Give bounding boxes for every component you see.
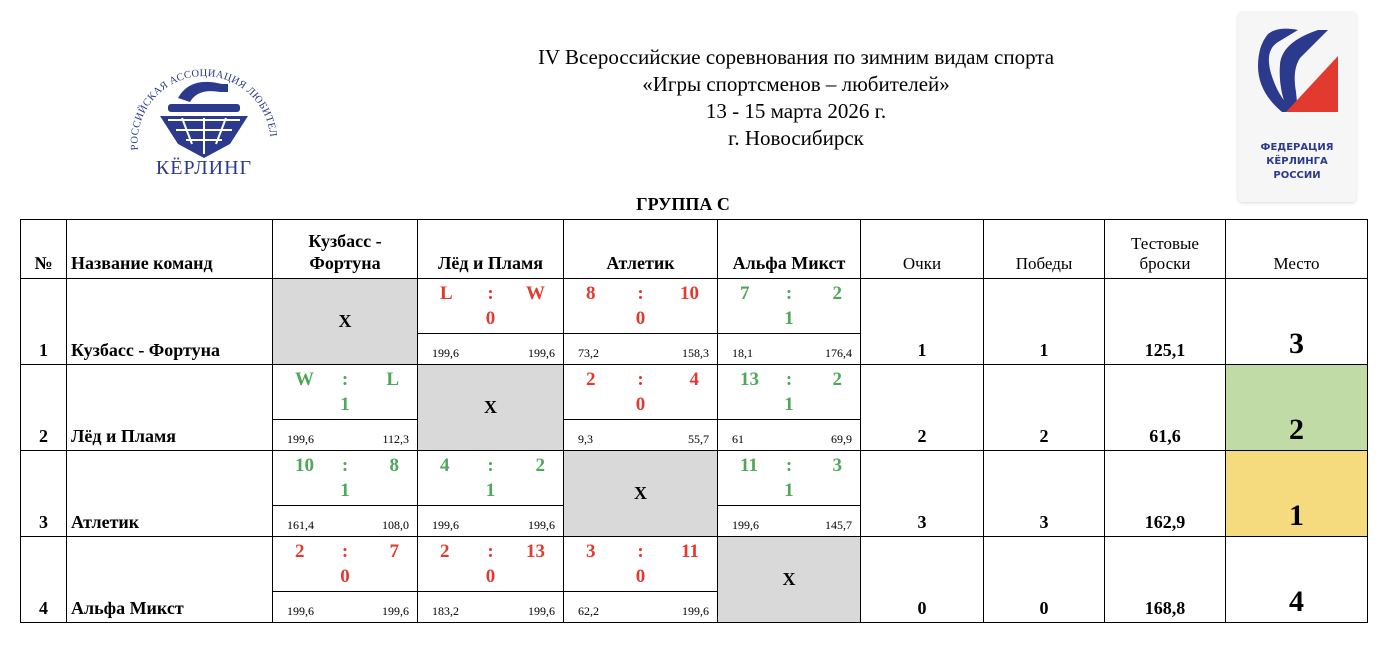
table-row [21,537,1368,623]
svg-text:РОССИИ: РОССИИ [1273,170,1321,181]
place-value: 4 [1226,537,1368,623]
col-team4: Альфа Микст [718,220,861,279]
row-number: 2 [21,365,67,451]
match-points: 1 [340,394,350,415]
match-result-cell [718,365,861,451]
match-score [564,279,717,334]
test-throw-opponent: 55,7 [688,432,709,446]
score-separator: : [785,369,793,390]
points-value: 1 [861,279,984,365]
event-subtitle: «Игры спортсменов – любителей» [642,72,950,96]
place-value: 2 [1226,365,1368,451]
test-throw-own: 73,2 [578,346,599,360]
match-points: 0 [635,566,646,587]
group-title: ГРУППА С [636,194,730,214]
match-result-cell [718,451,861,537]
test-throw-opponent: 199,6 [528,604,555,618]
results-table [20,219,1368,623]
match-points: 1 [340,480,350,501]
score-opponent: 4 [689,369,699,390]
table-row [21,279,1368,365]
test-throw-own: 9,3 [578,432,593,446]
score-own: 2 [586,369,596,390]
test-throw-opponent: 199,6 [528,518,555,532]
col-test: Тестовые броски [1105,220,1226,279]
score-own: 13 [740,369,759,390]
test-throws [273,592,417,622]
test-throws [273,506,417,536]
score-opponent: L [386,369,399,390]
test-throw-opponent: 158,3 [682,346,709,360]
row-number: 1 [21,279,67,365]
wins-value: 1 [984,279,1105,365]
score-opponent: 3 [832,455,842,476]
test-throws [418,592,563,622]
test-throw-own: 199,6 [432,518,459,532]
match-points: 0 [485,308,496,329]
test-throw-own: 61 [732,432,744,446]
test-throws [273,420,417,450]
test-throws [564,334,717,364]
match-score [273,365,417,420]
test-throws [718,420,860,450]
match-points: 0 [485,566,496,587]
wins-value: 3 [984,451,1105,537]
score-own: 2 [295,541,305,562]
score-own: 2 [440,541,450,562]
event-city: г. Новосибирск [728,126,864,150]
match-score [273,537,417,592]
svg-text:КЁРЛИНГА: КЁРЛИНГА [1266,156,1328,167]
curling-federation-logo [1238,12,1356,202]
score-separator: : [341,369,349,390]
match-points: 0 [635,394,646,415]
score-own: 8 [586,283,596,304]
match-points: 1 [784,308,794,329]
score-separator: : [785,455,793,476]
score-separator: : [637,541,644,562]
match-points: 0 [340,566,350,587]
score-opponent: 8 [389,455,399,476]
score-own: W [295,369,314,390]
test-throw-own: 18,1 [732,346,753,360]
place-value: 3 [1226,279,1368,365]
test-throw-opponent: 199,6 [528,346,555,360]
test-throws [418,506,563,536]
match-result-cell [564,279,718,365]
test-throw-own: 199,6 [432,346,459,360]
col-team3: Атлетик [564,220,718,279]
score-separator: : [785,283,793,304]
match-result-cell [564,537,718,623]
test-throw-opponent: 69,9 [831,432,852,446]
curling-association-logo [120,40,285,190]
self-match-cell: Х [718,537,861,623]
score-own: 3 [586,541,596,562]
test-throws-total: 168,8 [1105,537,1226,623]
wins-value: 2 [984,365,1105,451]
test-throw-opponent: 199,6 [682,604,709,618]
svg-text:ФЕДЕРАЦИЯ: ФЕДЕРАЦИЯ [1260,142,1334,153]
points-value: 0 [861,537,984,623]
test-throws-total: 61,6 [1105,365,1226,451]
match-score [418,451,563,506]
col-wins: Победы [984,220,1105,279]
score-opponent: 2 [535,455,545,476]
test-throws [418,334,563,364]
event-header [400,44,1192,152]
test-throw-opponent: 199,6 [382,604,409,618]
score-opponent: 10 [680,283,699,304]
test-throw-own: 161,4 [287,518,314,532]
match-result-cell [418,537,564,623]
test-throw-opponent: 112,3 [382,432,409,446]
score-separator: : [341,455,349,476]
event-dates: 13 - 15 марта 2026 г. [705,99,887,123]
score-separator: : [487,541,494,562]
test-throws [564,420,717,450]
row-number: 4 [21,537,67,623]
header-row [21,220,1368,279]
test-throws [718,506,860,536]
col-num: № [21,220,67,279]
match-score [718,279,860,334]
match-result-cell [273,365,418,451]
match-result-cell [718,279,861,365]
score-opponent: 13 [526,541,545,562]
test-throw-opponent: 176,4 [825,346,852,360]
score-own: 11 [740,455,758,476]
table-row [21,451,1368,537]
score-opponent: 2 [832,283,842,304]
col-name: Название команд [67,220,273,279]
score-separator: : [637,283,644,304]
score-opponent: 2 [832,369,842,390]
svg-text:КЁРЛИНГ: КЁРЛИНГ [155,157,253,179]
test-throws-total: 162,9 [1105,451,1226,537]
match-points: 0 [635,308,646,329]
score-own: 4 [440,455,450,476]
match-points: 1 [485,480,496,501]
match-score [564,365,717,420]
test-throw-opponent: 145,7 [825,518,852,532]
table-row [21,365,1368,451]
test-throw-own: 199,6 [287,432,314,446]
test-throw-own: 199,6 [287,604,314,618]
score-separator: : [341,541,349,562]
match-score [718,365,860,420]
team-name: Лёд и Пламя [67,365,273,451]
match-score [273,451,417,506]
match-score [418,537,563,592]
score-separator: : [487,283,494,304]
team-name: Атлетик [67,451,273,537]
match-score [564,537,717,592]
match-result-cell [564,365,718,451]
score-own: 7 [740,283,750,304]
match-result-cell [418,451,564,537]
match-result-cell [273,537,418,623]
test-throws-total: 125,1 [1105,279,1226,365]
test-throw-own: 183,2 [432,604,459,618]
test-throws [564,592,717,622]
score-own: 10 [295,455,314,476]
score-separator: : [637,369,644,390]
points-value: 3 [861,451,984,537]
wins-value: 0 [984,537,1105,623]
score-opponent: 7 [389,541,399,562]
score-separator: : [487,455,494,476]
svg-text:РОССИЙСКАЯ АССОЦИАЦИЯ ЛЮБИТЕЛЕ: РОССИЙСКАЯ АССОЦИАЦИЯ ЛЮБИТЕЛ [129,68,279,151]
score-opponent: W [526,283,545,304]
match-score [418,279,563,334]
team-name: Альфа Микст [67,537,273,623]
match-points: 1 [784,480,794,501]
match-score [718,451,860,506]
match-result-cell [273,451,418,537]
row-number: 3 [21,451,67,537]
score-own: L [440,283,453,304]
col-place: Место [1226,220,1368,279]
match-result-cell [418,279,564,365]
col-points: Очки [861,220,984,279]
event-title: IV Всероссийские соревнования по зимним видам спорта [537,45,1055,69]
test-throw-own: 62,2 [578,604,599,618]
self-match-cell: Х [564,451,718,537]
col-team2: Лёд и Пламя [418,220,564,279]
col-team1: Кузбасс - Фортуна [273,220,418,279]
place-value: 1 [1226,451,1368,537]
team-name: Кузбасс - Фортуна [67,279,273,365]
test-throws [718,334,860,364]
test-throw-opponent: 108,0 [382,518,409,532]
test-throw-own: 199,6 [732,518,759,532]
score-opponent: 11 [681,541,699,562]
self-match-cell: Х [273,279,418,365]
match-points: 1 [784,394,794,415]
self-match-cell: Х [418,365,564,451]
points-value: 2 [861,365,984,451]
